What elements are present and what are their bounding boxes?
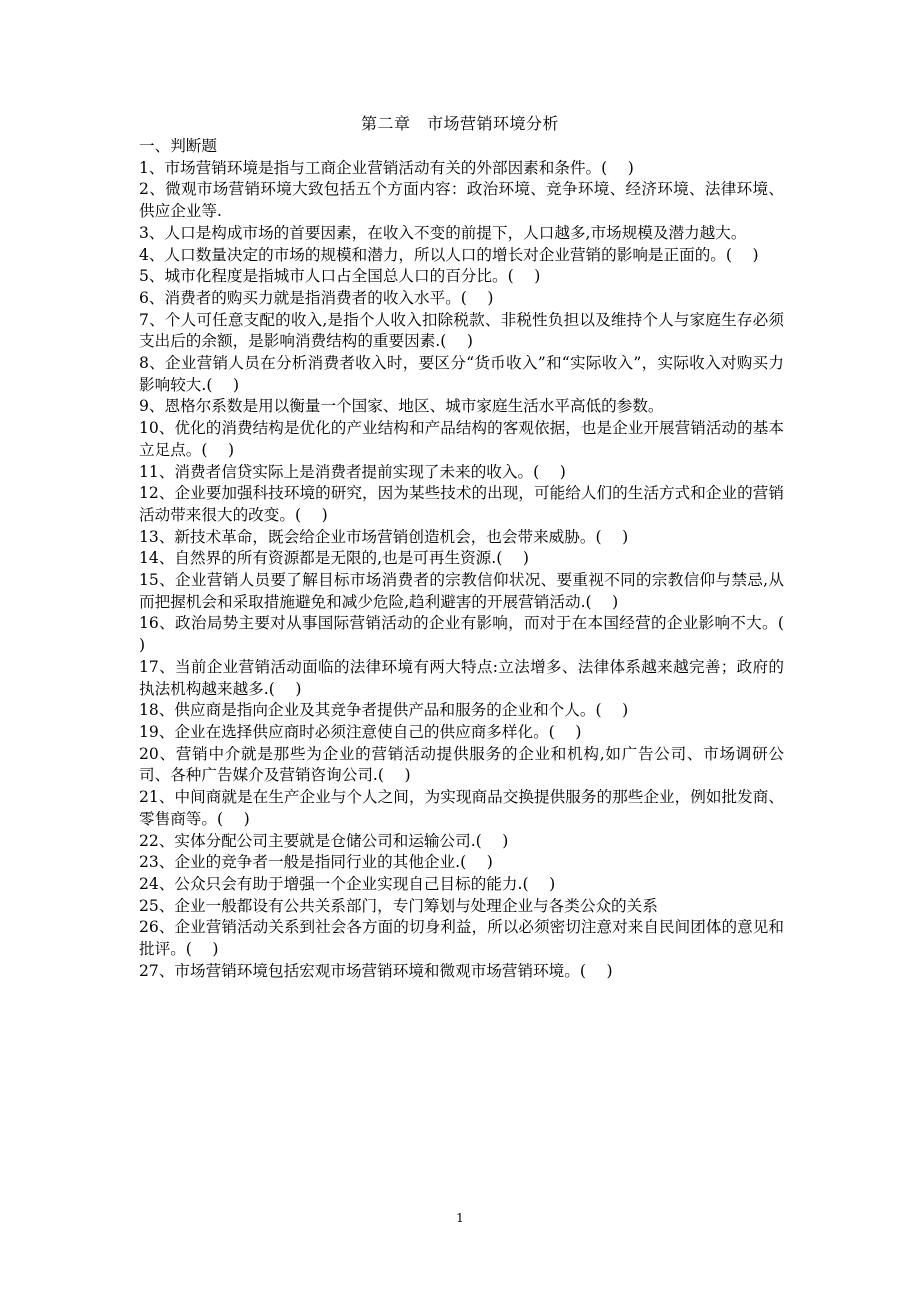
- chapter-title: 第二章 市场营销环境分析: [360, 114, 559, 133]
- section-heading: 一、判断题: [139, 137, 217, 155]
- question-item: 6、消费者的购买力就是指消费者的收入水平。( ): [139, 288, 494, 307]
- question-item: 18、供应商是指向企业及其竞争者提供产品和服务的企业和个人。( ): [139, 701, 629, 720]
- question-item: 5、城市化程度是指城市人口占全国总人口的百分比。( ): [139, 267, 541, 286]
- question-list: [139, 136, 805, 982]
- question-item: 21、中间商就是在生产企业与个人之间，为实现商品交换提供服务的那些企业，例如批发商、零售商等。( ): [139, 788, 784, 828]
- question-item: 16、政治局势主要对从事国际营销活动的企业有影响，而对于在本国经营的企业影响不大。( ): [139, 614, 805, 655]
- question-item: 4、人口数量决定的市场的规模和潜力，所以人口的增长对企业营销的影响是正面的。( ): [139, 245, 759, 264]
- question-item: 10、优化的消费结构是优化的产业结构和产品结构的客观依据，也是企业开展营销活动的基本立足点。( ): [139, 419, 784, 459]
- question-item: 27、市场营销环境包括宏观市场营销环境和微观市场营销环境。( ): [139, 961, 613, 980]
- question-item: 14、自然界的所有资源都是无限的,也是可再生资源.( ): [139, 549, 529, 568]
- question-item: 24、公众只会有助于增强一个企业实现自己目标的能力.( ): [139, 874, 556, 893]
- question-item: 9、恩格尔系数是用以衡量一个国家、地区、城市家庭生活水平高低的参数。: [139, 397, 664, 416]
- question-item: 8、企业营销人员在分析消费者收入时，要区分“货币收入”和“实际收入”，实际收入对购买力影响较大.( ): [139, 354, 784, 394]
- question-item: 1、市场营销环境是指与工商企业营销活动有关的外部因素和条件。( ): [139, 158, 634, 177]
- question-item: 22、实体分配公司主要就是仓储公司和运输公司.( ): [139, 831, 509, 850]
- question-item: 25、企业一般都设有公共关系部门，专门筹划与处理企业与各类公众的关系: [139, 896, 658, 915]
- question-item: 19、企业在选择供应商时必须注意使自己的供应商多样化。( ): [139, 722, 582, 741]
- question-item: 7、个人可任意支配的收入,是指个人收入扣除税款、非税性负担以及维持个人与家庭生存必须支出后的余额，是影响消费结构的重要因素.( ): [139, 310, 784, 351]
- question-item: 23、企业的竞争者一般是指同行业的其他企业.( ): [139, 853, 493, 872]
- question-item: 26、企业营销活动关系到社会各方面的切身利益，所以必须密切注意对来自民间团体的意见和批评。( ): [139, 918, 784, 959]
- page-number: 1: [456, 1211, 464, 1225]
- question-item: 20、营销中介就是那些为企业的营销活动提供服务的企业和机构,如广告公司、市场调研公司、各种广告媒介及营销咨询公司.( ): [139, 744, 784, 785]
- question-item: 12、企业要加强科技环境的研究，因为某些技术的出现，可能给人们的生活方式和企业的营销活动带来很大的改变。( ): [139, 484, 784, 524]
- question-item: 13、新技术革命，既会给企业市场营销创造机会，也会带来威胁。( ): [139, 527, 629, 546]
- question-item: 15、企业营销人员要了解目标市场消费者的宗教信仰状况、要重视不同的宗教信仰与禁忌,从而把握机会和采取措施避免和减少危险,趋利避害的开展营销活动.( ): [139, 571, 784, 611]
- question-item: 11、消费者信贷实际上是消费者提前实现了未来的收入。( ): [139, 462, 566, 481]
- question-item: 3、人口是构成市场的首要因素，在收入不变的前提下，人口越多,市场规模及潜力越大。: [139, 223, 747, 242]
- question-item: 2、微观市场营销环境大致包括五个方面内容：政治环境、竞争环境、经济环境、法律环境、供应企业等.: [139, 180, 784, 221]
- question-item: 17、当前企业营销活动面临的法律环境有两大特点:立法增多、法律体系越来越完善；政府的执法机构越来越多.( ): [139, 657, 784, 698]
